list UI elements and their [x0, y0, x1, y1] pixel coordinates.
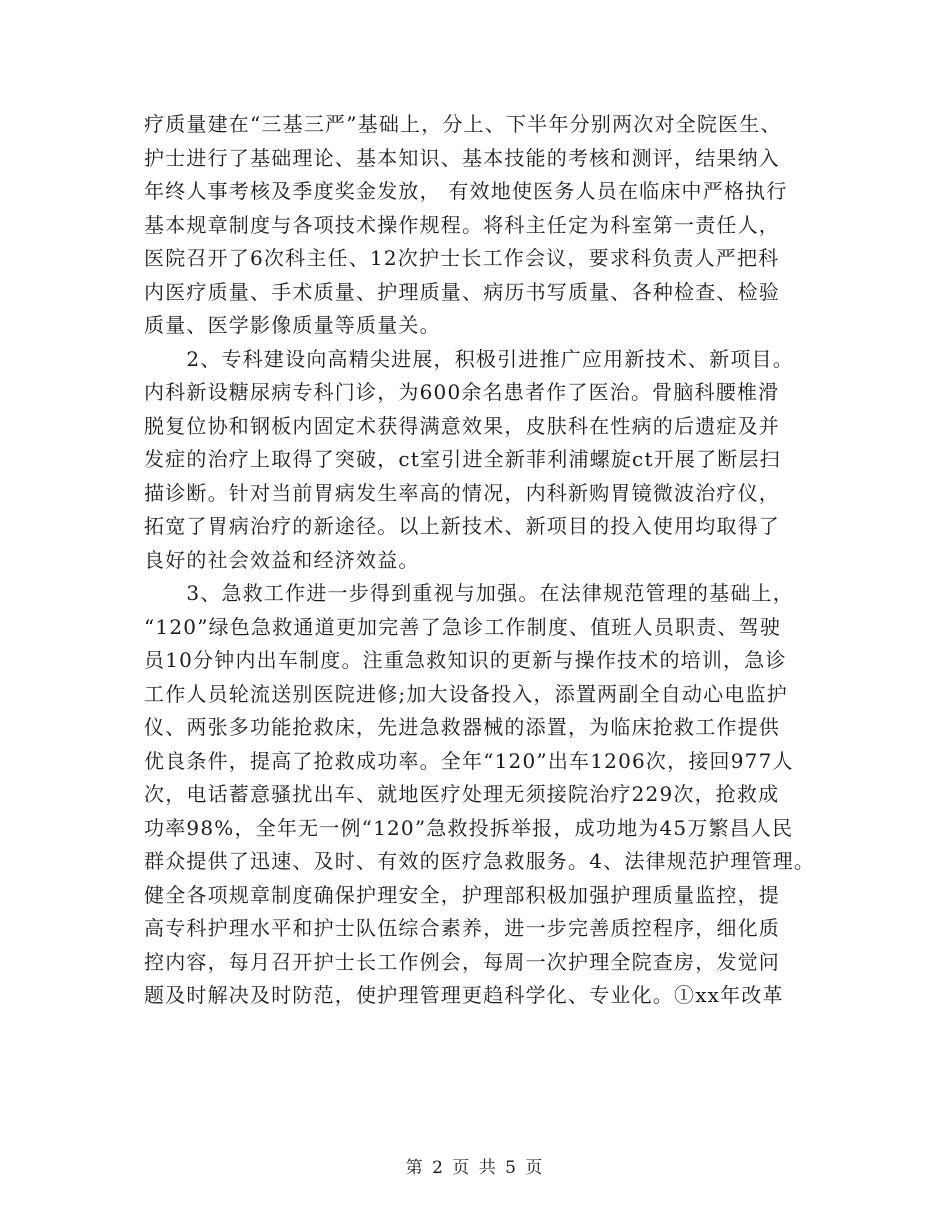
text-line: 2、专科建设向高精尖进展，积极引进推广应用新技术、新项目。 — [144, 346, 794, 371]
text-line: 良好的社会效益和经济效益。 — [144, 547, 420, 572]
page-number-footer: 第 2 页 共 5 页 — [405, 1158, 545, 1178]
text-line: 护士进行了基础理论、基本知识、基本技能的考核和测评，结果纳入 — [144, 145, 780, 170]
text-line: 内医疗质量、手术质量、护理质量、病历书写质量、各种检查、检验 — [144, 279, 780, 304]
text-line: 工作人员轮流送别医院进修;加大设备投入，添置两副全自动心电监护 — [144, 681, 788, 706]
body-text — [144, 108, 834, 1013]
text-line: 质量、医学影像质量等质量关。 — [144, 313, 441, 337]
text-line: 基本规章制度与各项技术操作规程。将科主任定为科室第一责任人， — [144, 212, 780, 237]
text-line: 健全各项规章制度确保护理安全，护理部积极加强护理质量监控，提 — [144, 882, 780, 907]
text-line: 3、急救工作进一步得到重视与加强。在法律规范管理的基础上， — [144, 581, 794, 605]
text-line: 功率98%，全年无一例“120”急救投拆举报，成功地为45万繁昌人民 — [144, 815, 794, 840]
text-line: 仪、两张多功能抢救床，先进急救器械的添置，为临床抢救工作提供 — [144, 715, 780, 739]
text-line: “120”绿色急救通道更加完善了急诊工作制度、值班人员职责、驾驶 — [144, 614, 782, 639]
text-line: 次，电话蓄意骚扰出车、就地医疗处理无须接院治疗229次，抢救成 — [144, 782, 780, 806]
text-line: 描诊断。针对当前胃病发生率高的情况，内科新购胃镜微波治疗仪， — [144, 480, 780, 505]
text-line: 优良条件，提高了抢救成功率。全年“120”出车1206次，接回977人 — [144, 748, 794, 773]
text-line: 群众提供了迅速、及时、有效的医疗急救服务。4、法律规范护理管理。 — [144, 849, 816, 873]
text-line: 员10分钟内出车制度。注重急救知识的更新与操作技术的培训，急诊 — [144, 648, 787, 672]
text-line: 脱复位协和钢板内固定术获得满意效果，皮肤科在性病的后遗症及并 — [144, 413, 780, 438]
text-line: 年终人事考核及季度奖金发放， 有效地使医务人员在临床中严格执行 — [144, 179, 788, 203]
text-line: 内科新设糖尿病专科门诊，为600余名患者作了医治。骨脑科腰椎滑 — [144, 380, 780, 404]
text-line: 拓宽了胃病治疗的新途径。以上新技术、新项目的投入使用均取得了 — [144, 514, 780, 538]
text-line: 疗质量建在“三基三严”基础上，分上、下半年分别两次对全院医生、 — [144, 112, 782, 136]
text-line: 控内容，每月召开护士长工作例会，每周一次护理全院查房，发觉问 — [144, 949, 780, 974]
text-line: 发症的治疗上取得了突破，ct室引进全新菲利浦螺旋ct开展了断层扫 — [144, 447, 781, 471]
text-line: 高专科护理水平和护士队伍综合素养，进一步完善质控程序，细化质 — [144, 916, 780, 940]
text-line: 医院召开了6次科主任、12次护士长工作会议，要求科负责人严把科 — [144, 246, 780, 270]
text-line: 题及时解决及时防范，使护理管理更趋科学化、专业化。①xx年改革 — [144, 983, 784, 1007]
